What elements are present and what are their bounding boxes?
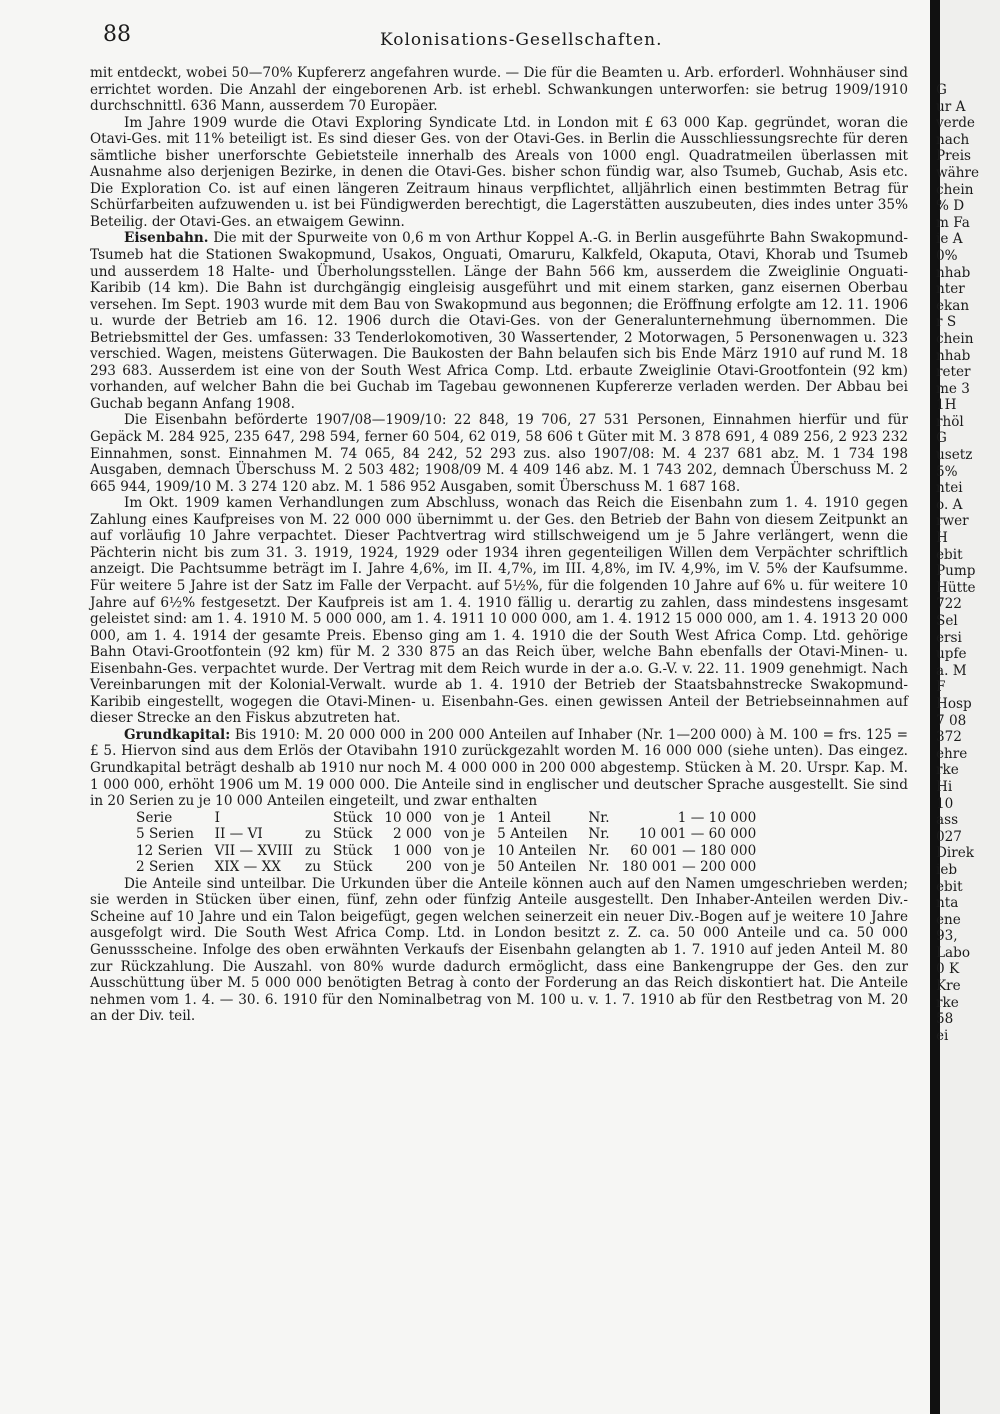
running-header: Kolonisations-Gesellschaften. xyxy=(380,30,663,50)
series-table-cell: von je xyxy=(443,842,486,859)
paragraph-grundkapital xyxy=(90,727,908,810)
paragraph-exploring-syndicate: Im Jahre 1909 wurde die Otavi Exploring Syndicate Ltd. in London mit £ 63 000 Kap. gegründet, woran die Otavi-Ges. mit 11% beteiligt ist. Es sind dieser Ges. von der Otavi-Ges. in Berlin die Ausschliessungsrechte für deren sämtliche bisher unerforschte Gebietsteile innerhalb des Areals von 1000 engl. Quadratmeilen überlassen mit Ausnahme also derjenigen Bezirke, in denen die Otavi-Ges. bisher schon fündig war, also Tsumeb, Guchab, Asis etc. Die Exploration Co. ist auf einen längeren Zeitraum hinaus verpflichtet, alljährlich einen bestimmten Betrag für Schürfarbeiten aufzuwenden u. ist bei Fündigwerden berechtigt, die Lagerstätten auszubeuten, dies indes unter 35% Beteilig. der Otavi-Ges. an etwaigem Gewinn. xyxy=(90,114,908,230)
adjacent-page-line: Preis xyxy=(936,148,972,165)
series-table-cell: 5 Anteilen xyxy=(497,826,568,843)
adjacent-page-line: Kre xyxy=(936,978,961,995)
adjacent-page-line: Hosp xyxy=(936,695,972,712)
adjacent-page-line: upfe xyxy=(936,646,967,663)
adjacent-page-line: verde xyxy=(936,115,975,132)
series-table xyxy=(130,810,762,876)
adjacent-page-fragment xyxy=(936,0,1000,1414)
series-table-cell: Nr. xyxy=(588,809,610,826)
adjacent-page-line: ebit xyxy=(936,546,963,563)
body-text xyxy=(90,65,908,1025)
series-table-cell: 10 Anteilen xyxy=(497,842,577,859)
adjacent-page-line: ei xyxy=(936,1027,949,1044)
adjacent-page-line: usetz xyxy=(936,447,973,464)
adjacent-page-line: nter xyxy=(936,281,965,298)
adjacent-page-line: a. M xyxy=(936,662,967,679)
adjacent-page-line: ass xyxy=(936,812,959,829)
adjacent-page-line: Hi xyxy=(936,778,953,795)
series-table-cell: zu xyxy=(305,826,321,843)
adjacent-page-line: Hütte xyxy=(936,579,976,596)
paragraph-mine-workers: mit entdeckt, wobei 50—70% Kupfererz angefahren wurde. — Die für die Beamten u. Arb. erforderl. Wohnhäuser sind errichtet worden. Die Anzahl der eingeborenen Arb. ist erhebl. Schwankungen unterworfen: sie betrug 1909/1910 durchschnittl. 636 Mann, ausserdem 70 Europäer. xyxy=(90,65,908,115)
adjacent-page-line: o. A xyxy=(936,496,963,513)
series-table-cell: 2 Serien xyxy=(136,859,194,876)
series-table-cell: Stück xyxy=(332,826,373,843)
adjacent-page-line: 7 08 xyxy=(936,712,967,729)
adjacent-page-line: nta xyxy=(936,895,959,912)
adjacent-page-line: Sel xyxy=(936,613,958,629)
series-table-cell: 1 — 10 000 xyxy=(677,809,757,826)
paragraph-eisenbahn-text: Die mit der Spurweite von 0,6 m von Arthur Koppel A.-G. in Berlin ausgeführte Bahn Swakopmund-Tsumeb hat die Stationen Swakopmund, Usakos, Onguati, Omaruru, Kalkfeld, Okaputa, Otavi, Khorab und Tsumeb und ausserdem 18 Halte- und Überholungsstellen. Länge der Bahn 566 km, ausserdem die Zweiglinie Onguati-Karibib (14 km). Die Bahn ist durchgängig eingleisig ausgeführt und mit einem starken, ganz eisernen Oberbau versehen. Im Sept. 1903 wurde mit dem Bau von Swakopmund aus begonnen; die Eröffnung erfolgte am 12. 11. 1906 u. wurde der Betrieb am 16. 12. 1906 durch die Otavi-Ges. von der Generalunternehmung übernommen. Die Betriebsmittel der Ges. umfassen: 33 Tenderlokomotiven, 30 Wassertender, 2 Motorwagen, 5 Personenwagen u. 323 verschied. Wagen, meistens Güterwagen. Die Baukosten der Bahn belaufen sich bis Ende März 1910 auf rund M. 18 293 683. Ausserdem ist eine von der South West Africa Comp. Ltd. erbaute Zweiglinie Otavi-Grootfontein (92 km) vorhanden, auf welcher Bahn die bei Guchab im Tagebau gewonnenen Kupfererze verladen werden. Der Abbau bei Guchab begann Anfang 1908. xyxy=(90,230,908,412)
heading-grundkapital: Grundkapital: xyxy=(124,726,231,743)
paragraph-state-purchase: Im Okt. 1909 kamen Verhandlungen zum Abschluss, wonach das Reich die Eisenbahn zum 1. 4. 1910 gegen Zahlung eines Kaufpreises von M. 22 000 000 übernimmt u. der Ges. den Betrieb der Bahn von diesem Zeitpunkt an auf vorläufig 10 Jahre verpachtet. Dieser Pachtvertrag wird stillschweigend um je 5 Jahre verlängert, wenn die Pächterin nicht bis zum 31. 3. 1919, 1924, 1929 oder 1934 ihren gegenteiligen Willen dem Verpächter schriftlich anzeigt. Die Pachtsumme beträgt im I. Jahre 4,6%, im II. 4,7%, im III. 4,8%, im IV. 4,9%, im V. 5% der Kaufsumme. Für weitere 5 Jahre ist der Satz im Falle der Verpacht. auf 5½%, für die folgenden 10 Jahre auf 6% u. für weitere 10 Jahre auf 6½% festgesetzt. Der Kaufpreis ist am 1. 4. 1910 fällig u. derartig zu zahlen, dass mindestens insgesamt geleistet sind: am 1. 4. 1910 M. 5 000 000, am 1. 4. 1911 10 000 000, am 1. 4. 1912 15 000 000, am 1. 4. 1913 20 000 000, am 1. 4. 1914 der gesamte Preis. Ebenso ging am 1. 4. 1910 die der South West Africa Comp. Ltd. gehörige Bahn Otavi-Grootfontein (92 km) für M. 2 330 875 an das Reich über, welche Bahn ebenfalls der Otavi-Minen- u. Eisenbahn-Ges. verpachtet wurde. Der Vertrag mit dem Reich wurde in der a.o. G.-V. v. 22. 11. 1909 genehmigt. Nach Vereinbarungen mit der Kolonial-Verwalt. wurde ab 1. 4. 1910 der Betrieb der Staatsbahnstrecke Swakopmund-Karibib eingestellt, wogegen die Otavi-Minen- u. Eisenbahn-Ges. einen gewissen Anteil der Betriebseinnahmen auf dieser Strecke an den Fiskus abzutreten hat. xyxy=(90,495,908,727)
adjacent-page-line: 10 xyxy=(936,795,954,812)
adjacent-page-line: Direk xyxy=(936,845,975,862)
adjacent-page-line: F xyxy=(936,679,946,696)
series-table-row xyxy=(130,826,762,843)
adjacent-page-line: 1H xyxy=(936,397,957,414)
series-table-cell: XIX — XX xyxy=(214,859,281,876)
series-table-cell: 50 Anteilen xyxy=(497,859,577,876)
adjacent-page-line: r S xyxy=(936,314,957,331)
series-table-cell: 1 000 xyxy=(393,842,432,859)
adjacent-page-line: Pump xyxy=(936,563,976,580)
series-table-cell: 1 Anteil xyxy=(497,809,551,826)
adjacent-page-line: % D xyxy=(936,198,965,215)
series-table-cell xyxy=(299,810,327,827)
adjacent-page-line: ebit xyxy=(936,878,963,895)
series-table-cell: 10 001 — 60 000 xyxy=(638,826,757,843)
series-table-cell: von je xyxy=(443,859,486,876)
adjacent-page-line: G xyxy=(936,82,947,98)
series-table-cell: von je xyxy=(443,809,486,826)
series-table-row xyxy=(130,843,762,860)
adjacent-page-line: nach xyxy=(936,131,970,148)
series-table-cell: 5 Serien xyxy=(136,826,194,843)
adjacent-page-line: ehre xyxy=(936,745,968,762)
adjacent-page-line: chein xyxy=(936,181,974,198)
series-table-cell: zu xyxy=(305,859,321,876)
adjacent-page-line: ieb xyxy=(936,861,958,878)
adjacent-page-line: rke xyxy=(936,762,959,779)
adjacent-page-line: me 3 xyxy=(936,380,970,397)
adjacent-page-line: 722 xyxy=(936,596,962,613)
paragraph-eisenbahn xyxy=(90,230,908,412)
adjacent-page-line: rhöl xyxy=(936,413,964,430)
adjacent-page-line: ekan xyxy=(936,297,970,314)
series-table-cell: 60 001 — 180 000 xyxy=(630,842,757,859)
paragraph-grundkapital-text: Bis 1910: M. 20 000 000 in 200 000 Anteilen auf Inhaber (Nr. 1—200 000) à M. 100 = frs. 125 = £ 5. Hiervon sind aus dem Erlös der Otavibahn 1910 zurückgezahlt worden M. 16 000 000 (siehe unten). Das eingez. Grundkapital beträgt deshalb ab 1910 nur noch M. 4 000 000 in 200 000 abgestemp. Stücken à M. 20. Urspr. Kap. M. 1 000 000, erhöht 1906 um M. 19 000 000. Die Anteile sind in englischer und deutscher Sprache ausgestellt. Sie sind in 20 Serien zu je 10 000 Anteilen eingeteilt, und zwar enthalten xyxy=(90,726,908,810)
series-table-cell: 180 001 — 200 000 xyxy=(621,859,757,876)
adjacent-page-line: ene xyxy=(936,911,961,928)
adjacent-page-line: G xyxy=(936,430,947,447)
series-table-row xyxy=(130,810,762,827)
series-table-cell: 12 Serien xyxy=(136,842,203,859)
adjacent-page-line: 027 xyxy=(936,828,962,845)
adjacent-page-line: 93, xyxy=(936,928,958,945)
paragraph-anteile: Die Anteile sind unteilbar. Die Urkunden über die Anteile können auch auf den Namen umgeschrieben werden; sie werden in Stücken über einen, fünf, zehn oder fünfzig Anteile ausgestellt. Den Inhaber-Anteilen werden Div.-Scheine auf 10 Jahre und ein Talon beigefügt, gegen welchen seinerzeit ein neuer Div.-Bogen auf je weitere 10 Jahre ausgefolgt wird. Die South West Africa Comp. Ltd. in London besitzt z. Z. ca. 50 000 Anteile und ca. 50 000 Genussscheine. Infolge des oben erwähnten Verkaufs der Eisenbahn gelangten ab 1. 7. 1910 auf jeden Anteil M. 80 zur Rückzahlung. Die Auszahl. von 80% wurde dadurch ermöglicht, dass eine Bankengruppe der Ges. den zur Ausschüttung über M. 5 000 000 benötigten Betrag à conto der Forderung an das Reich diskontiert hat. Die Anteile nehmen vom 1. 4. — 30. 6. 1910 für den Nominalbetrag von M. 100 u. v. 1. 7. 1910 ab für den Restbetrag von M. 20 an der Div. teil. xyxy=(90,875,908,1025)
page-number: 88 xyxy=(103,22,131,47)
series-table-row xyxy=(130,859,762,876)
adjacent-page-line: ur A xyxy=(936,98,966,115)
series-table-cell: von je xyxy=(443,826,486,843)
adjacent-page-line: ntei xyxy=(936,480,963,497)
adjacent-page-text xyxy=(936,0,1000,1044)
adjacent-page-line: 58 xyxy=(936,1011,954,1028)
series-table-cell: II — VI xyxy=(214,826,263,843)
series-table-cell: Stück xyxy=(332,842,373,859)
adjacent-page-line: ersi xyxy=(936,629,962,646)
series-table-cell: VII — XVIII xyxy=(214,842,294,859)
adjacent-page-line: 0 K xyxy=(936,961,960,978)
adjacent-page-line: 5% xyxy=(936,463,958,480)
adjacent-page-line: ie A xyxy=(936,231,963,248)
series-table-cell: 2 000 xyxy=(393,826,432,843)
adjacent-page-line: rke xyxy=(936,994,959,1011)
adjacent-page-line: Labo xyxy=(936,944,971,961)
adjacent-page-line: H xyxy=(936,530,948,547)
adjacent-page-line: nhab xyxy=(936,347,971,364)
series-table-cell: Nr. xyxy=(588,859,610,876)
series-table-cell: Stück xyxy=(332,809,373,826)
adjacent-page-line: 372 xyxy=(936,729,962,746)
series-table-cell: Nr. xyxy=(588,842,610,859)
series-table-cell: zu xyxy=(305,842,321,859)
adjacent-page-line: währe xyxy=(936,164,980,181)
series-table-cell: 10 000 xyxy=(384,809,432,826)
heading-eisenbahn: Eisenbahn. xyxy=(124,230,209,247)
adjacent-page-line: rwer xyxy=(936,513,969,530)
series-table-cell: Serie xyxy=(136,809,173,826)
adjacent-page-line: 0% xyxy=(936,247,958,264)
series-table-cell: 200 xyxy=(405,859,432,876)
series-table-cell: I xyxy=(214,809,220,826)
paragraph-traffic-figures: Die Eisenbahn beförderte 1907/08—1909/10: 22 848, 19 706, 27 531 Personen, Einnahmen hierfür und für Gepäck M. 284 925, 235 647, 298 594, ferner 60 504, 62 019, 58 606 t Güter mit M. 3 878 691, 4 089 256, 2 923 232 Einnahmen, sonst. Einnahmen M. 74 065, 84 242, 52 293 zus. also 1907/08: M. 4 237 681 abz. M. 1 734 198 Ausgaben, demnach Überschuss M. 2 503 482; 1908/09 M. 4 409 146 abz. M. 1 743 202, demnach Überschuss M. 2 665 944, 1909/10 M. 3 274 120 abz. M. 1 586 952 Ausgaben, somit Überschuss M. 1 687 168. xyxy=(90,412,908,495)
adjacent-page-line: reter xyxy=(936,364,971,381)
adjacent-page-line: nhab xyxy=(936,264,971,281)
adjacent-page-line: chein xyxy=(936,330,974,347)
series-table-cell: Nr. xyxy=(588,826,610,843)
series-table-cell: Stück xyxy=(332,859,373,876)
adjacent-page-line: m Fa xyxy=(936,214,970,231)
